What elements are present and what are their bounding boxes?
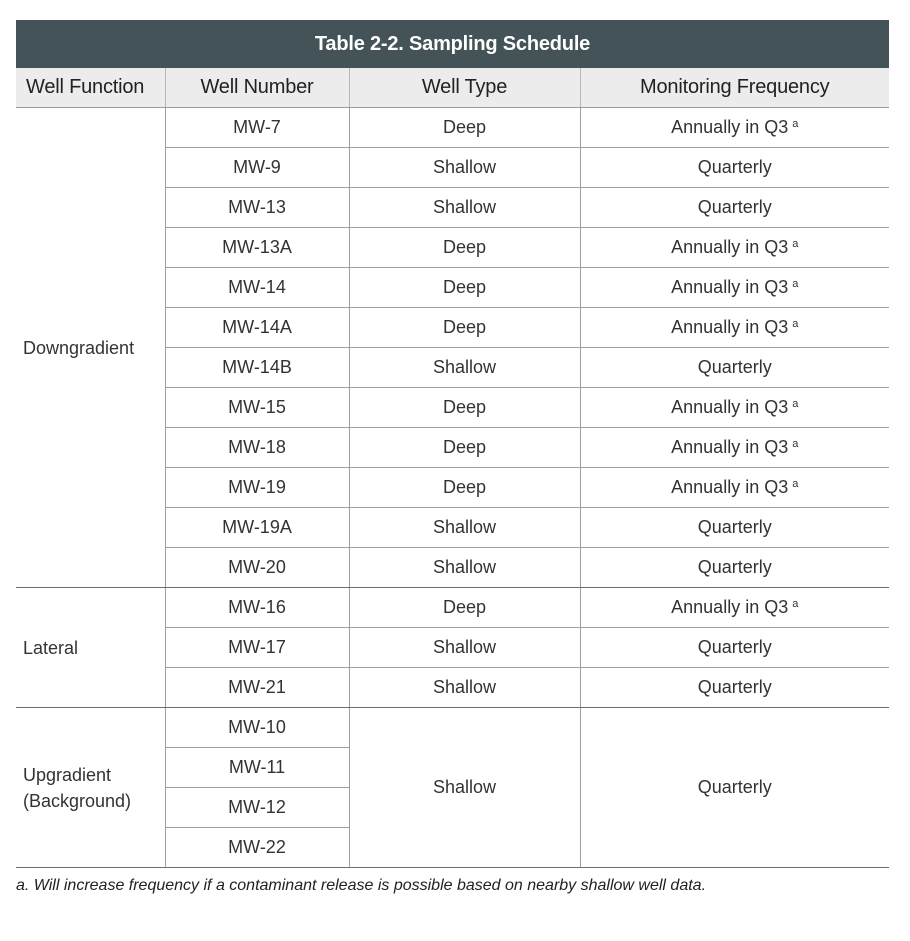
footnote-marker: a	[792, 238, 799, 250]
cell-well-number: MW-14B	[165, 348, 349, 388]
cell-well-type: Deep	[349, 308, 580, 348]
frequency-text: Quarterly	[697, 197, 772, 217]
frequency-text: Quarterly	[697, 157, 772, 177]
cell-well-type: Shallow	[349, 668, 580, 708]
well-function-lateral: Lateral	[16, 588, 165, 708]
well-function-downgradient: Downgradient	[16, 108, 165, 588]
cell-well-type: Deep	[349, 428, 580, 468]
cell-monitoring-frequency	[580, 428, 889, 468]
cell-well-number: MW-10	[165, 708, 349, 748]
cell-well-type: Shallow	[349, 348, 580, 388]
cell-well-number: MW-13	[165, 188, 349, 228]
cell-well-number: MW-20	[165, 548, 349, 588]
frequency-text: Quarterly	[697, 557, 772, 577]
frequency-text: Quarterly	[697, 357, 772, 377]
cell-monitoring-frequency	[580, 268, 889, 308]
footnote-marker: a	[792, 478, 799, 490]
cell-well-type: Shallow	[349, 628, 580, 668]
cell-well-number: MW-22	[165, 828, 349, 868]
table-row	[16, 708, 889, 748]
table-title: Table 2-2. Sampling Schedule	[16, 20, 889, 68]
footnote-marker: a	[792, 398, 799, 410]
table-row	[16, 108, 889, 148]
table-body	[16, 108, 889, 868]
cell-well-type: Shallow	[349, 548, 580, 588]
cell-monitoring-frequency	[580, 668, 889, 708]
cell-well-number: MW-9	[165, 148, 349, 188]
footnote-marker: a	[792, 278, 799, 290]
cell-well-type: Shallow	[349, 188, 580, 228]
cell-well-number: MW-13A	[165, 228, 349, 268]
cell-well-type: Deep	[349, 468, 580, 508]
cell-monitoring-frequency: Quarterly	[580, 708, 889, 868]
header-well-type: Well Type	[349, 68, 580, 108]
well-function-upgradient-line2: (Background)	[23, 790, 132, 811]
cell-monitoring-frequency	[580, 628, 889, 668]
cell-monitoring-frequency	[580, 468, 889, 508]
header-monitoring-frequency: Monitoring Frequency	[580, 68, 889, 108]
cell-well-type: Deep	[349, 588, 580, 628]
header-row	[16, 68, 889, 108]
footnote-marker: a	[792, 318, 799, 330]
cell-well-type: Deep	[349, 108, 580, 148]
cell-well-number: MW-19A	[165, 508, 349, 548]
cell-well-number: MW-11	[165, 748, 349, 788]
cell-well-type: Shallow	[349, 708, 580, 868]
cell-well-number: MW-7	[165, 108, 349, 148]
cell-monitoring-frequency	[580, 228, 889, 268]
frequency-text: Annually in Q3	[671, 437, 789, 457]
cell-well-number: MW-19	[165, 468, 349, 508]
frequency-text: Annually in Q3	[671, 397, 789, 417]
frequency-text: Quarterly	[697, 637, 772, 657]
cell-well-number: MW-17	[165, 628, 349, 668]
header-well-number: Well Number	[165, 68, 349, 108]
header-well-function: Well Function	[16, 68, 165, 108]
cell-well-type: Shallow	[349, 508, 580, 548]
frequency-text: Quarterly	[697, 517, 772, 537]
cell-well-type: Shallow	[349, 148, 580, 188]
cell-monitoring-frequency	[580, 548, 889, 588]
cell-well-number: MW-14A	[165, 308, 349, 348]
cell-monitoring-frequency	[580, 148, 889, 188]
cell-well-type: Deep	[349, 268, 580, 308]
cell-well-number: MW-12	[165, 788, 349, 828]
footnote-marker: a	[792, 438, 799, 450]
cell-monitoring-frequency	[580, 508, 889, 548]
footnote: a. Will increase frequency if a contaminant release is possible based on nearby shallow well data.	[16, 877, 707, 894]
cell-monitoring-frequency	[580, 388, 889, 428]
cell-well-number: MW-15	[165, 388, 349, 428]
cell-monitoring-frequency	[580, 308, 889, 348]
well-function-upgradient-line1: Upgradient	[23, 764, 112, 785]
cell-monitoring-frequency	[580, 348, 889, 388]
footnote-marker: a	[792, 118, 799, 130]
cell-well-number: MW-14	[165, 268, 349, 308]
frequency-text: Quarterly	[697, 677, 772, 697]
sampling-schedule-table-container	[16, 20, 889, 868]
cell-monitoring-frequency	[580, 188, 889, 228]
sampling-schedule-table	[16, 68, 889, 868]
frequency-text: Annually in Q3	[671, 277, 789, 297]
frequency-text: Annually in Q3	[671, 117, 789, 137]
frequency-text: Annually in Q3	[671, 317, 789, 337]
cell-well-number: MW-16	[165, 588, 349, 628]
table-row	[16, 588, 889, 628]
cell-monitoring-frequency	[580, 588, 889, 628]
cell-well-number: MW-21	[165, 668, 349, 708]
frequency-text: Annually in Q3	[671, 237, 789, 257]
footnote-marker: a	[792, 598, 799, 610]
cell-well-type: Deep	[349, 228, 580, 268]
cell-well-number: MW-18	[165, 428, 349, 468]
cell-well-type: Deep	[349, 388, 580, 428]
well-function-upgradient	[16, 708, 165, 868]
cell-monitoring-frequency	[580, 108, 889, 148]
frequency-text: Annually in Q3	[671, 477, 789, 497]
frequency-text: Annually in Q3	[671, 597, 789, 617]
